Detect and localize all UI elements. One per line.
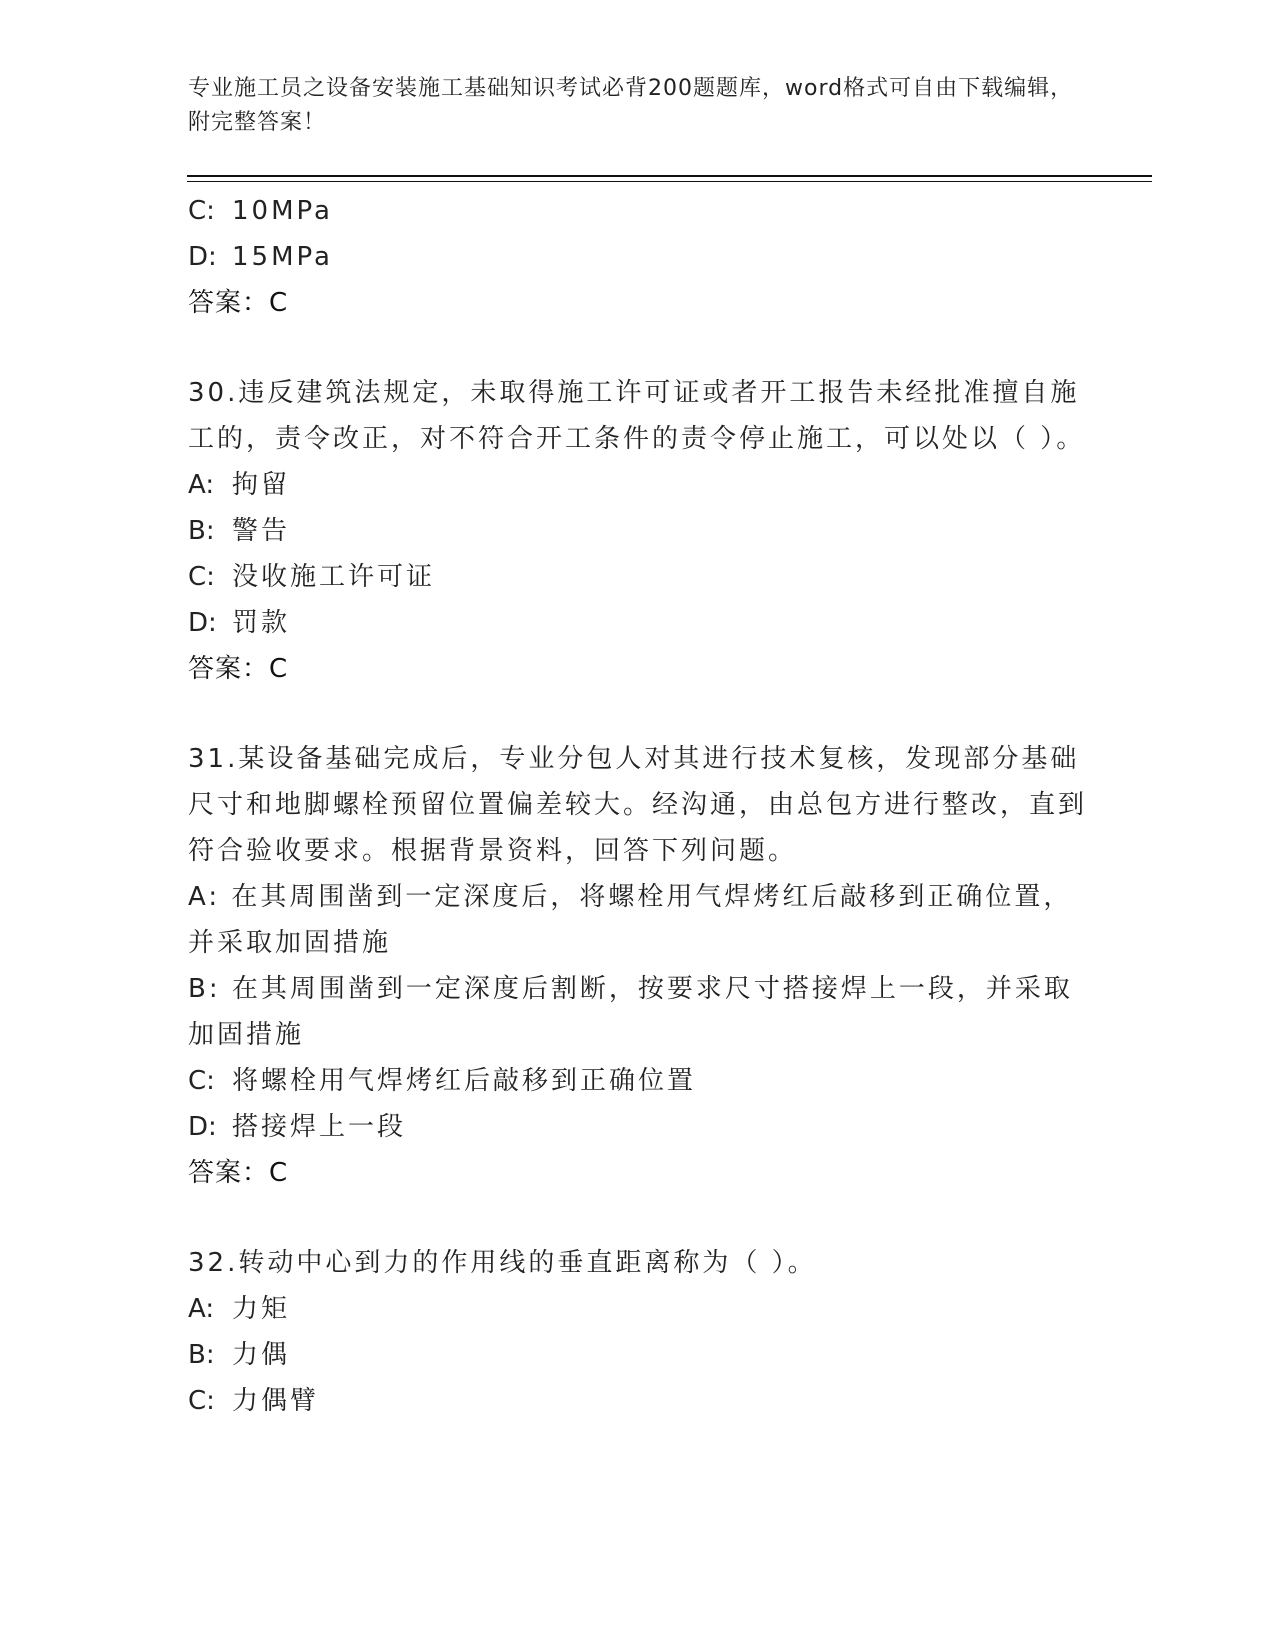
option-d: D: 15MPa: [188, 242, 333, 272]
header-rule-thick: [187, 175, 1152, 177]
option-c: C: 将螺栓用气焊烤红后敲移到正确位置: [188, 1066, 697, 1096]
option-c: C: 力偶臂: [188, 1386, 320, 1416]
header-rule-thin: [187, 181, 1152, 182]
question-32: [188, 1240, 1088, 1424]
question-30: [188, 370, 1088, 692]
question-stem: 31.某设备基础完成后，专业分包人对其进行技术复核，发现部分基础尺寸和地脚螺栓预留位置偏差较大。经沟通，由总包方进行整改，直到符合验收要求。根据背景资料，回答下列问题。: [188, 744, 1088, 866]
question-stem: 30.违反建筑法规定，未取得施工许可证或者开工报告未经批准擅自施工的，责令改正，对不符合开工条件的责令停止施工，可以处以（ ）。: [188, 378, 1086, 454]
answer-text: 答案：C: [188, 288, 289, 318]
option-c: C: 10MPa: [188, 196, 333, 226]
option-b: B: 力偶: [188, 1340, 291, 1370]
option-a: A: 力矩: [188, 1294, 291, 1324]
prev-question-block: [188, 188, 1088, 326]
answer-text: 答案：C: [188, 654, 289, 684]
option-a: A: 在其周围凿到一定深度后，将螺栓用气焊烤红后敲移到正确位置，并采取加固措施: [188, 882, 1073, 958]
option-d: D: 罚款: [188, 608, 291, 638]
option-b: B: 警告: [188, 516, 291, 546]
option-b: B: 在其周围凿到一定深度后割断，按要求尺寸搭接焊上一段，并采取加固措施: [188, 974, 1073, 1050]
question-31: [188, 736, 1088, 1196]
question-stem: 32.转动中心到力的作用线的垂直距离称为（ ）。: [188, 1248, 817, 1278]
option-a: A: 拘留: [188, 470, 291, 500]
document-header: 专业施工员之设备安装施工基础知识考试必背200题题库，word格式可自由下载编辑，附完整答案！: [188, 76, 1074, 135]
question-content: [188, 188, 1088, 1424]
answer-text: 答案：C: [188, 1158, 289, 1188]
option-d: D: 搭接焊上一段: [188, 1112, 407, 1142]
option-c: C: 没收施工许可证: [188, 562, 436, 592]
